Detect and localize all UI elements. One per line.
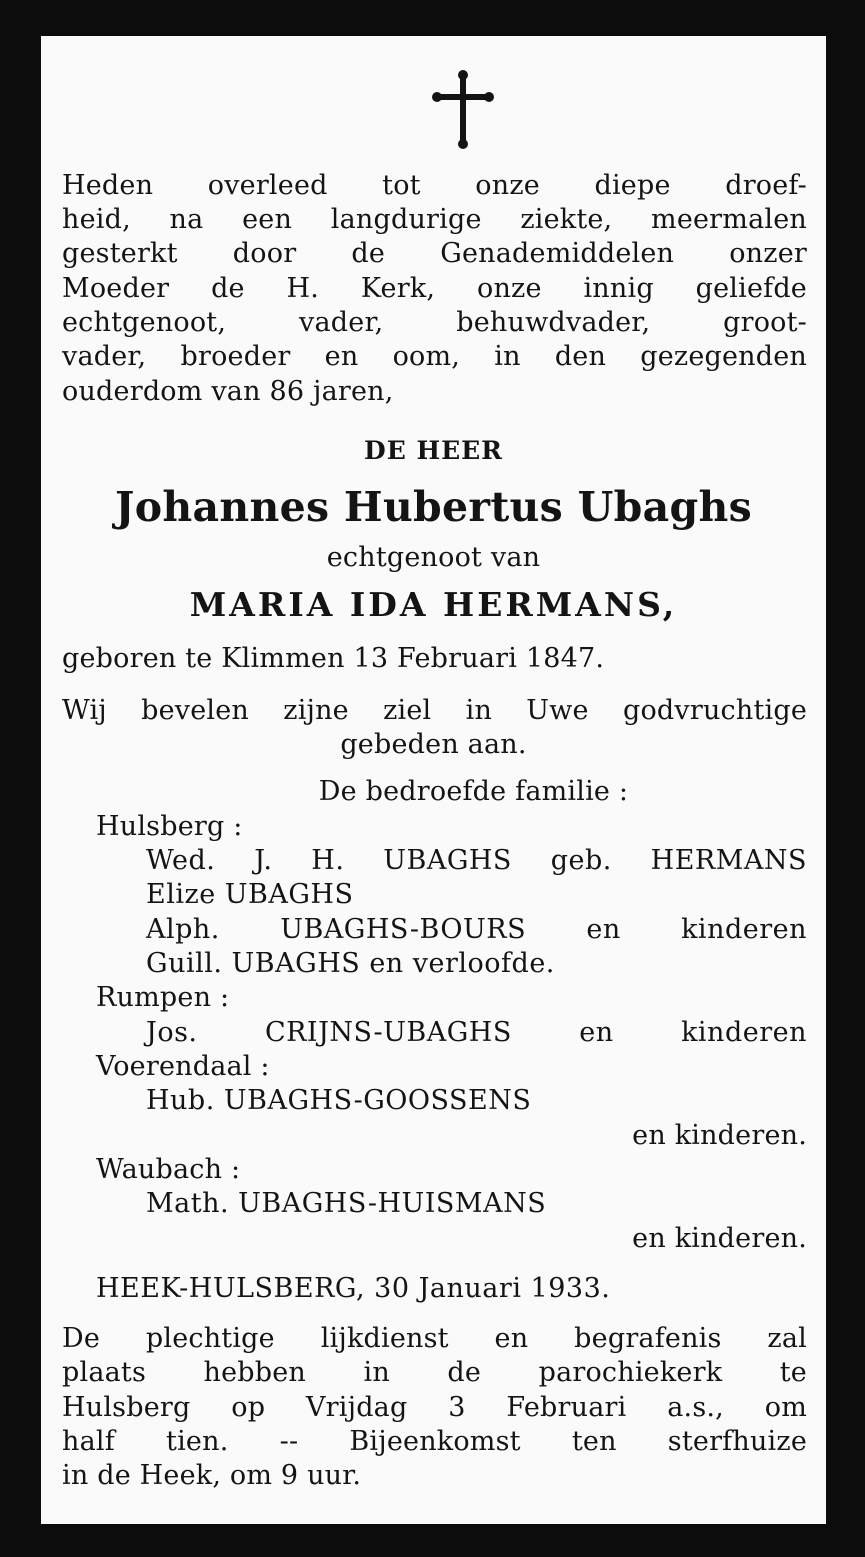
intro-line: echtgenoot, vader, behuwdvader, groot- xyxy=(62,307,807,338)
family-member-cont: en kinderen. xyxy=(632,1120,807,1151)
funeral-line: plaats hebben in de parochiekerk te xyxy=(62,1357,807,1388)
family-place: Waubach : xyxy=(96,1154,241,1185)
intro-line: Heden overleed tot onze diepe droef- xyxy=(62,170,807,201)
family-member: Math. UBAGHS-HUISMANS xyxy=(146,1188,547,1219)
family-member: Guill. UBAGHS en verloofde. xyxy=(146,948,555,979)
deceased-name: Johannes Hubertus Ubaghs xyxy=(115,483,752,531)
spouse-intro: echtgenoot van xyxy=(326,542,541,573)
family-member: Hub. UBAGHS-GOOSSENS xyxy=(146,1085,532,1116)
funeral-line: in de Heek, om 9 uur. xyxy=(62,1460,362,1491)
prayer-line: Wij bevelen zijne ziel in Uwe godvruchtige xyxy=(62,695,807,726)
memorial-card xyxy=(41,36,826,1524)
spouse-name: MARIA IDA HERMANS, xyxy=(189,585,678,624)
funeral-line: Hulsberg op Vrijdag 3 Februari a.s., om xyxy=(62,1392,807,1423)
prayer-line: gebeden aan. xyxy=(340,729,527,760)
intro-line: ouderdom van 86 jaren, xyxy=(62,376,394,407)
family-place: Voerendaal : xyxy=(96,1051,270,1082)
family-member: Wed. J. H. UBAGHS geb. HERMANS xyxy=(146,845,807,876)
family-place: Rumpen : xyxy=(96,982,230,1013)
family-heading: De bedroefde familie : xyxy=(318,776,629,807)
family-member: Alph. UBAGHS-BOURS en kinderen xyxy=(146,914,807,945)
funeral-line: half tien. -- Bijeenkomst ten sterfhuize xyxy=(62,1426,807,1457)
cross-icon xyxy=(431,70,495,150)
family-member: Jos. CRIJNS-UBAGHS en kinderen xyxy=(146,1017,807,1048)
family-member-cont: en kinderen. xyxy=(632,1223,807,1254)
intro-line: Moeder de H. Kerk, onze innig geliefde xyxy=(62,273,807,304)
intro-line: heid, na een langdurige ziekte, meermalen xyxy=(62,204,807,235)
funeral-line: De plechtige lijkdienst en begrafenis zal xyxy=(62,1323,807,1354)
birth-line: geboren te Klimmen 13 Februari 1847. xyxy=(62,643,605,674)
intro-line: vader, broeder en oom, in den gezegenden xyxy=(62,341,807,372)
family-member: Elize UBAGHS xyxy=(146,879,354,910)
intro-line: gesterkt door de Genademiddelen onzer xyxy=(62,238,807,269)
family-place: Hulsberg : xyxy=(96,811,243,842)
place-date: HEEK-HULSBERG, 30 Januari 1933. xyxy=(96,1273,611,1304)
title: DE HEER xyxy=(364,436,503,465)
